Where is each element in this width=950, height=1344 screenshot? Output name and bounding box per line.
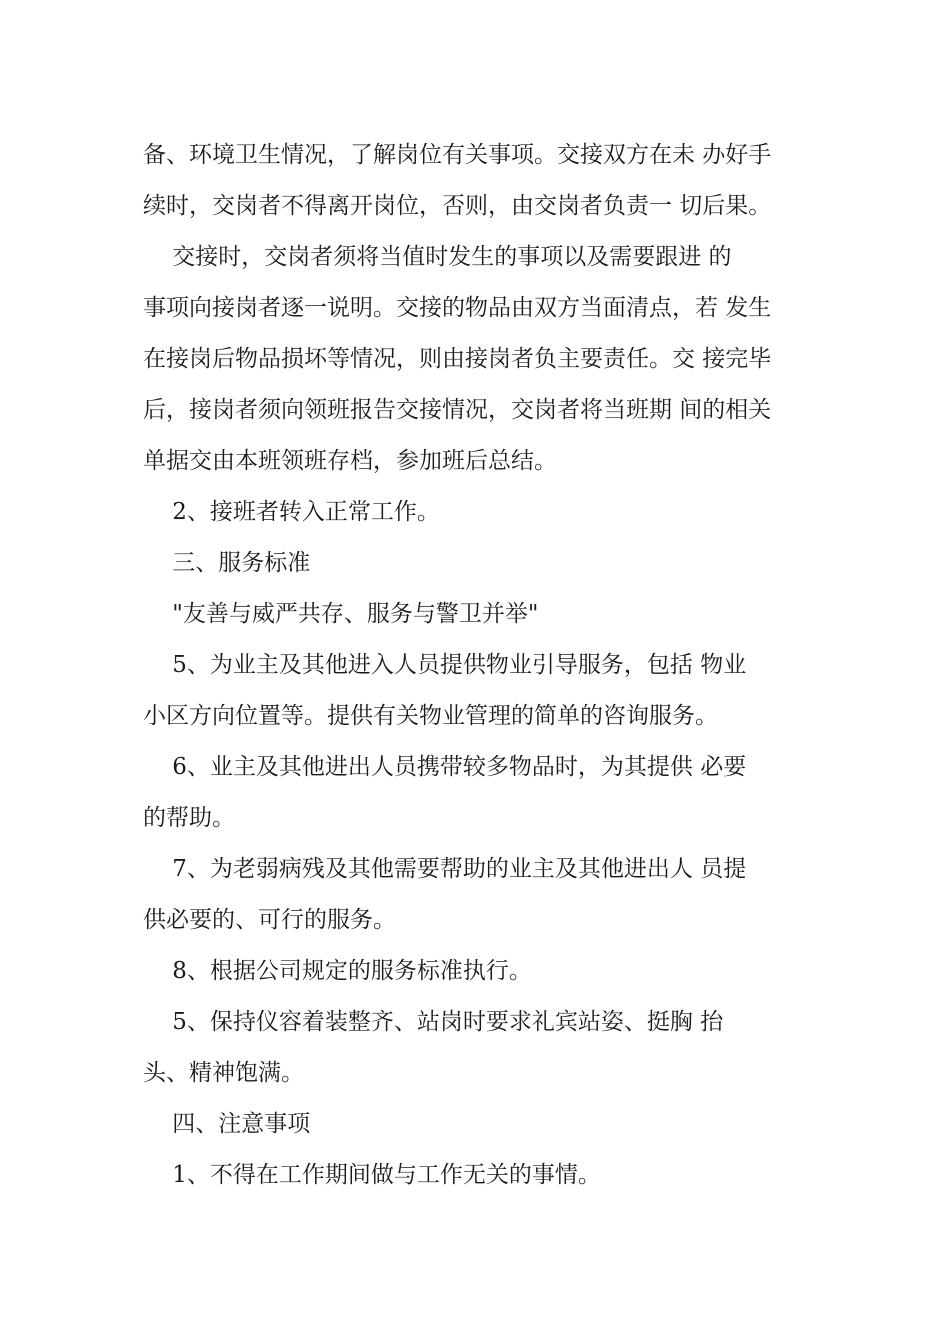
text-line-4: 事项向接岗者逐一说明。交接的物品由双方当面清点，若 发生 [143, 295, 772, 321]
text-line-14: 的帮助。 [143, 805, 235, 831]
text-line-16: 供必要的、可行的服务。 [143, 907, 396, 933]
text-line-15: 7、为老弱病残及其他需要帮助的业主及其他进出人 员提 [143, 856, 747, 882]
text-line-5: 在接岗后物品损坏等情况，则由接岗者负主要责任。交 接完毕 [143, 346, 772, 372]
text-line-6: 后，接岗者须向领班报告交接情况，交岗者将当班期 间的相关 [143, 397, 772, 423]
document-body [143, 130, 833, 1201]
text-line-2: 续时，交岗者不得离开岗位，否则，由交岗者负责一 切后果。 [143, 193, 772, 219]
text-line-3: 交接时，交岗者须将当值时发生的事项以及需要跟进 的 [143, 244, 732, 270]
text-line-17: 8、根据公司规定的服务标准执行。 [143, 958, 532, 984]
text-line-1: 备、环境卫生情况，了解岗位有关事项。交接双方在未 办好手 [143, 142, 772, 168]
text-line-10: "友善与威严共存、服务与警卫并举" [143, 601, 539, 627]
text-line-9: 三、服务标准 [143, 550, 311, 576]
text-line-13: 6、业主及其他进出人员携带较多物品时，为其提供 必要 [143, 754, 747, 780]
text-line-11: 5、为业主及其他进入人员提供物业引导服务，包括 物业 [143, 652, 747, 678]
text-line-7: 单据交由本班领班存档，参加班后总结。 [143, 448, 557, 474]
text-line-8: 2、接班者转入正常工作。 [143, 499, 440, 525]
text-line-20: 四、注意事项 [143, 1111, 311, 1137]
text-line-18: 5、保持仪容着装整齐、站岗时要求礼宾站姿、挺胸 抬 [143, 1009, 724, 1035]
text-line-21: 1、不得在工作期间做与工作无关的事情。 [143, 1162, 601, 1188]
text-line-12: 小区方向位置等。提供有关物业管理的简单的咨询服务。 [143, 703, 718, 729]
text-line-19: 头、精神饱满。 [143, 1060, 304, 1086]
